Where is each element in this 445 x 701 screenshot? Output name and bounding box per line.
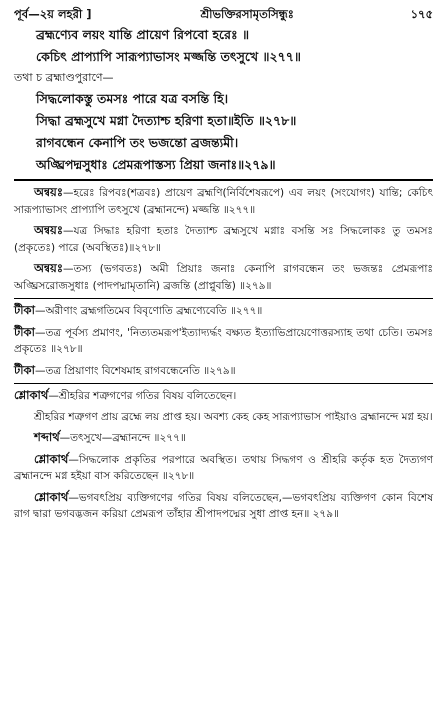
- tika-text: —তত্র প্রিয়াণাং বিশেষমাহ রাগবন্ধেনেতি ॥২৭৯॥: [34, 364, 236, 377]
- anvaya-278: [14, 222, 433, 256]
- shabdartha-277: [14, 429, 433, 447]
- divider-line: [14, 383, 433, 384]
- slokartha-head: শ্লোকার্থ: [34, 451, 69, 466]
- tika-text: —তত্র পূর্বস্য প্রমাণং, 'নিত্যতমরূপ'ইত্যাদ্যর্দ্ধং বক্ষ্যত ইত্যাভিপ্রায়েণোত্তরস্যাহ তথা চেতি। তমসঃ প্রকৃতেঃ ॥২৭৮॥: [14, 326, 433, 355]
- anvaya-277: [14, 184, 433, 218]
- verse-279-line-1: রাগবন্ধেন কেনাপি তং ভজন্তো ব্রজন্ত্যমী।: [36, 135, 239, 150]
- verse-277-line-1: ব্রহ্মণ্যেব লয়ং যান্তি প্রায়েণ রিপবো হরেঃ ॥: [36, 27, 250, 42]
- anvaya-text: —যত্র সিদ্ধাঃ হরিণা হতাঃ দৈত্যাশ্চ ব্রহ্মসুখে মগ্নাঃ বসন্তি সঃ সিদ্ধলোকঃ তু তমসঃ (প্রকৃতেঃ) পারে (অবস্থিতঃ)॥২৭৮॥: [14, 225, 433, 254]
- explanation-277: শ্রীহরির শত্রুগণ প্রায় ব্রহ্মে লয় প্রাপ্ত হয়। অবশ্য কেহ কেহ সারূপ্যাভাস পাইয়াও ব্রহ্মানন্দে মগ্ন হয়।: [34, 410, 433, 423]
- page-header: [14, 4, 433, 24]
- divider-line: [14, 298, 433, 299]
- slokartha-279: [14, 489, 433, 523]
- tika-head: টীকা: [14, 303, 35, 317]
- verse-278-line-2: সিদ্ধা ব্রহ্মসুখে মগ্না দৈত্যাশ্চ হরিণা হতা॥ইতি ॥২৭৮॥: [36, 113, 297, 128]
- slokartha-text: —সিদ্ধলোক প্রকৃতির পরপারে অবস্থিত। তথায় সিদ্ধগণ ও শ্রীহরি কর্তৃক হত দৈত্যগণ ব্রহ্মানন্দে মগ্ন হইয়া বাস করিতেছেন ॥২৭৮॥: [14, 453, 433, 482]
- shabdartha-text: —তৎসুখে—ব্রহ্মানন্দে ॥২৭৭॥: [59, 432, 186, 444]
- anvaya-head: অন্বয়ঃ: [34, 185, 63, 199]
- page-number: ১৭৫: [410, 7, 433, 21]
- anvaya-head: অন্বয়ঃ: [34, 261, 63, 275]
- anvaya-text: —হরেঃ রিপবঃ(শত্রবঃ) প্রায়েণ ব্রহ্মণি(নির্বিশেষরূপে) এব লয়ং (সংযোগং) যান্তি; কেচিৎ সারূপ্যাভাসং প্রাপ্যাপি তৎসুখে (ব্রহ্মানন্দে) মজ্জন্তি ॥২৭৭॥: [14, 187, 433, 216]
- tika-head: টীকা: [14, 362, 35, 377]
- tika-text: —অরীণাং ব্রহ্মগতিমেব বিবৃণোতি ব্রহ্মণ্যেবেতি ॥২৭৭॥: [34, 305, 263, 317]
- slokartha-text: —ভগবৎপ্রিয় ব্যক্তিগণের গতির বিষয় বলিতেছেন,—ভগবৎপ্রিয় ব্যক্তিগণ কোন বিশেষ রাগ দ্বারা ভগবদ্ভজন করিয়া প্রেমরূপ তাঁহার শ্রীপাদপদ্মের সুধা প্রাপ্ত হন॥ ২৭৯॥: [14, 491, 433, 520]
- book-title: শ্রীভক্তিরসামৃতসিন্ধুঃ: [200, 7, 294, 21]
- slokartha-head: শ্লোকার্থ: [34, 489, 69, 504]
- section-divider: [14, 179, 433, 181]
- verse-278-line-1: সিদ্ধলোকস্তু তমসঃ পারে যত্র বসন্তি হি।: [36, 91, 229, 106]
- tika-277: [14, 302, 433, 320]
- slokartha-text: —শ্রীহরির শত্রুগণের গতির বিষয় বলিতেছেন।: [48, 390, 237, 402]
- slokartha-head: শ্লোকার্থ: [14, 388, 49, 402]
- shabdartha-head: শব্দার্থ: [34, 430, 60, 444]
- header-section: পূর্ব—২য় লহরী ]: [14, 7, 92, 21]
- source-label: তথা চ ব্রহ্মাণ্ডপুরাণে—: [14, 71, 114, 84]
- verse-279-line-2: অঙ্ঘ্রিপদ্মসুধাঃ প্রেমরূপাস্তস্য প্রিয়া জনাঃ॥২৭৯॥: [36, 157, 276, 172]
- tika-head: টীকা: [14, 324, 35, 339]
- anvaya-279: [14, 260, 433, 294]
- tika-278: [14, 324, 433, 358]
- tika-279: [14, 362, 433, 380]
- slokartha-278: [14, 451, 433, 485]
- anvaya-text: —তস্য (ভগবতঃ) অমী প্রিয়াঃ জনাঃ কেনাপি রাগবন্ধেন তং ভজন্তঃ প্রেমরূপাঃ অঙ্ঘ্রিসরোজসুধাঃ (পাদপদ্মামৃতানি) ব্রজন্তি (প্রাপ্নুবন্তি) ॥২৭৯॥: [14, 263, 433, 292]
- verse-277-line-2: কেচিৎ প্রাপ্যাপি সারূপ্যাভাসং মজ্জন্তি তৎসুখে ॥২৭৭॥: [36, 49, 301, 64]
- slokartha-intro: [14, 387, 433, 405]
- anvaya-head: অন্বয়ঃ: [34, 223, 63, 237]
